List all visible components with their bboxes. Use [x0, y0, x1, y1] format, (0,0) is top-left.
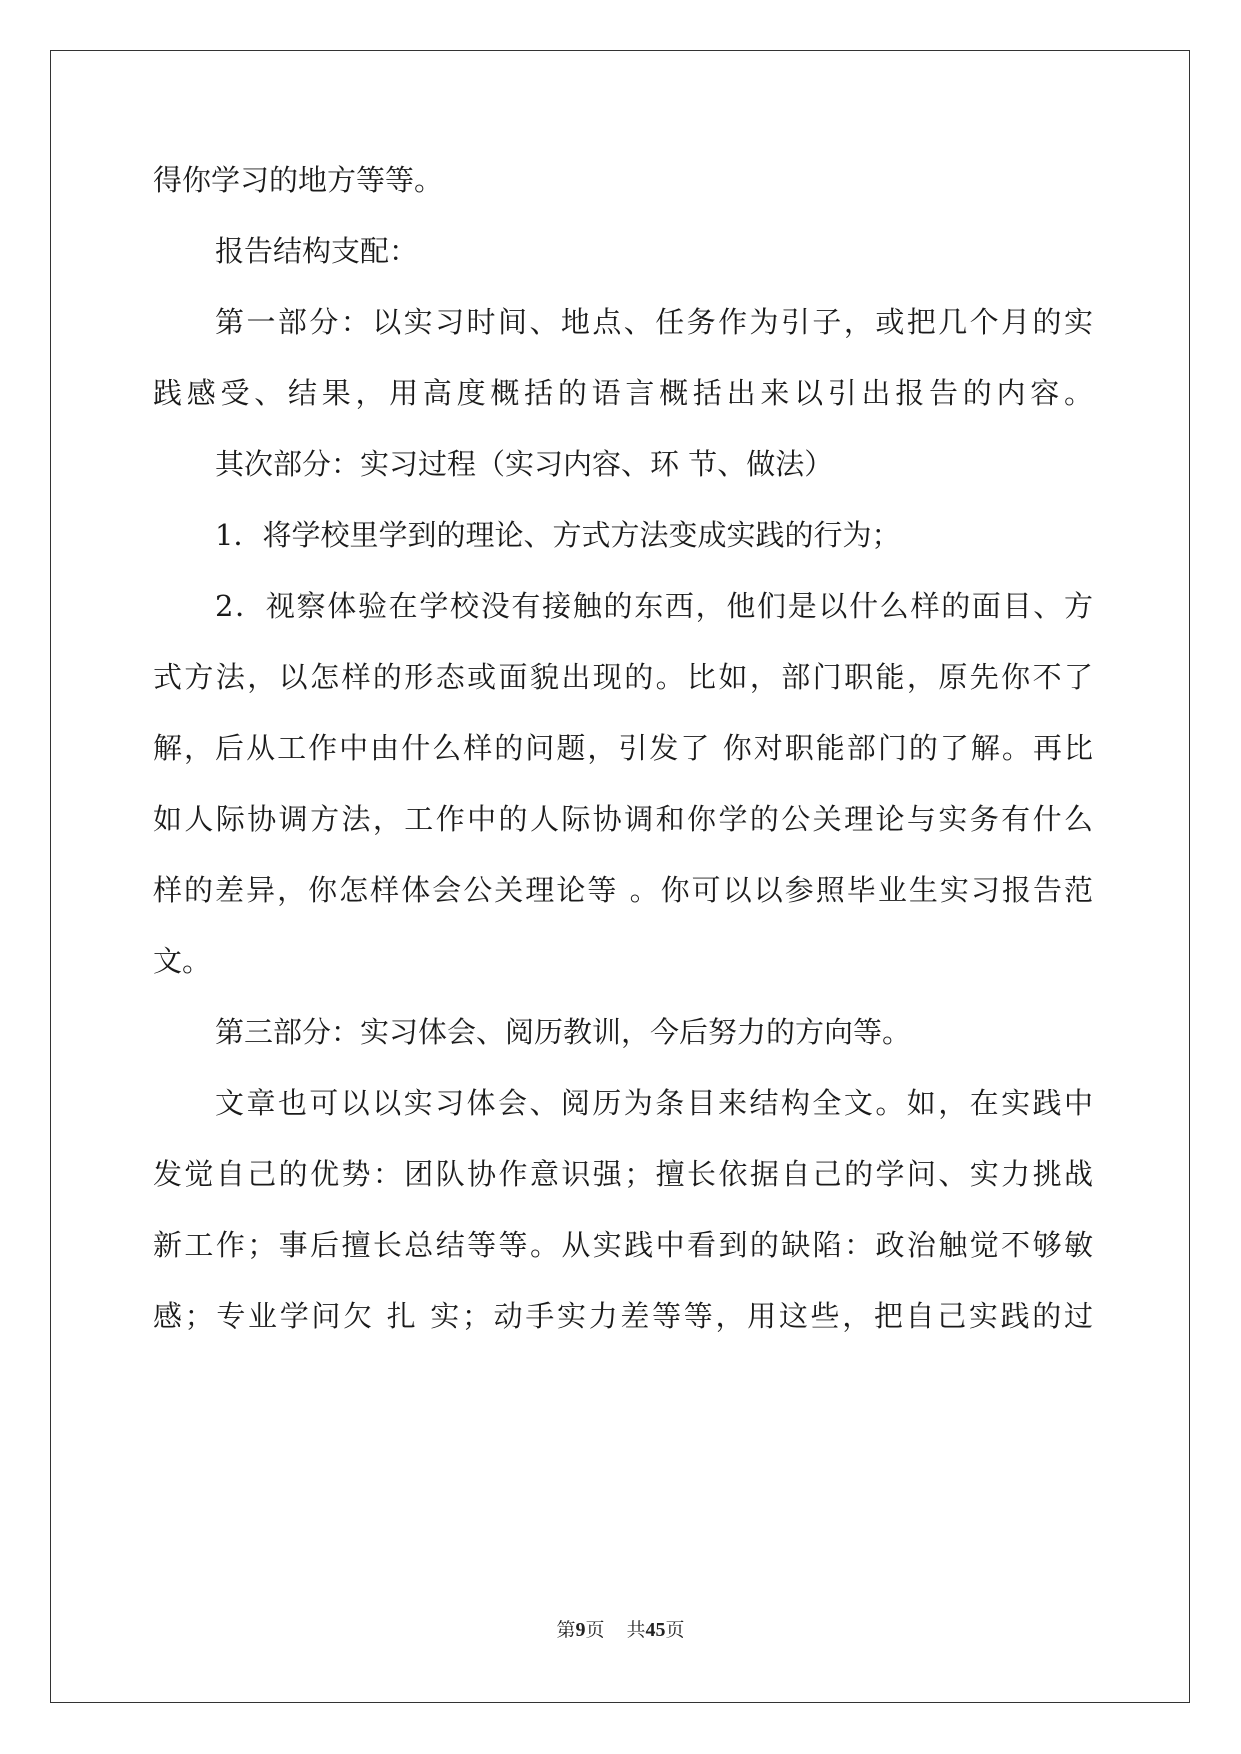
page-footer: [0, 1618, 1241, 1642]
text-line-10: 如人际协调方法，工作中的人际协调和你学的公关理论与实务有什么: [153, 802, 1093, 836]
text-line-15: 发觉自己的优势：团队协作意识强；擅长依据自己的学问、实力挑战: [153, 1157, 1093, 1191]
total-pages: 45: [645, 1619, 666, 1641]
text-line-2: 报告结构支配：: [215, 234, 419, 268]
text-line-16: 新工作；事后擅长总结等等。从实践中看到的缺陷：政治触觉不够敏: [153, 1228, 1093, 1262]
text-line-3: 第一部分：以实习时间、地点、任务作为引子，或把几个月的实: [215, 305, 1093, 339]
text-line-9: 解，后从工作中由什么样的问题，引发了 你对职能部门的了解。再比: [153, 731, 1093, 765]
text-line-13: 第三部分：实习体会、阅历教训，今后努力的方向等。: [215, 1015, 912, 1049]
text-line-17: 感；专业学问欠 扎 实；动手实力差等等，用这些，把自己实践的过: [153, 1299, 1093, 1333]
text-line-7: 2．视察体验在学校没有接触的东西，他们是以什么样的面目、方: [215, 589, 1093, 623]
text-line-14: 文章也可以以实习体会、阅历为条目来结构全文。如，在实践中: [215, 1086, 1093, 1120]
text-line-5: 其次部分：实习过程（实习内容、环 节、做法）: [215, 447, 834, 481]
text-line-8: 式方法，以怎样的形态或面貌出现的。比如，部门职能，原先你不了: [153, 660, 1093, 694]
text-line-11: 样的差异，你怎样体会公关理论等 。你可以以参照毕业生实习报告范: [153, 873, 1093, 907]
page-number: 9: [575, 1619, 586, 1641]
text-line-6: 1．将学校里学到的理论、方式方法变成实践的行为；: [215, 518, 901, 552]
text-line-1: 得你学习的地方等等。: [153, 163, 444, 197]
page-suffix: 页: [585, 1619, 605, 1641]
text-line-4: 践感受、结果，用高度概括的语言概括出来以引出报告的内容。: [153, 376, 1093, 410]
text-line-12: 文。: [153, 944, 212, 978]
total-prefix: 共: [626, 1619, 646, 1641]
page-prefix: 第: [556, 1619, 576, 1641]
total-suffix: 页: [665, 1619, 685, 1641]
